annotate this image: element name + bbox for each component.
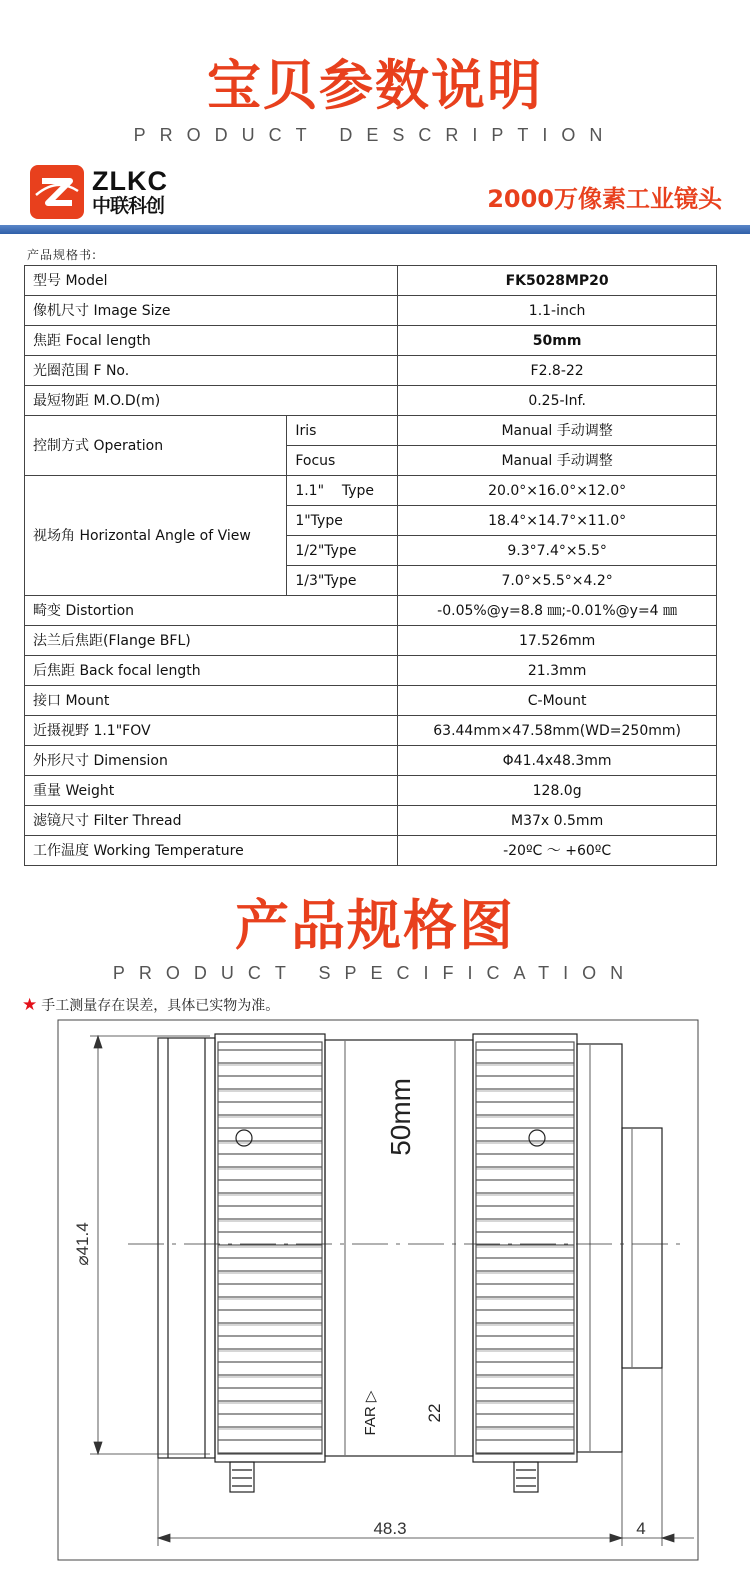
length-label: 48.3 [373,1519,407,1538]
brand-logo [30,165,180,221]
divider-bar [0,225,750,234]
table-row [25,356,717,386]
table-row [25,476,717,506]
table-row [25,386,717,416]
barrel-fno-text: 22 [425,1403,444,1423]
spec-value: 7.0°×5.5°×4.2° [398,566,717,596]
logo-text-cn: 中联科创 [92,195,165,217]
spec-label: 外形尺寸 Dimension [25,746,398,776]
spec-sublabel: 1.1" Type [287,476,398,506]
spec-value: 63.44mm×47.58mm(WD=250mm) [398,716,717,746]
spec-label: 视场角 Horizontal Angle of View [25,476,287,596]
logo-badge-icon [30,165,84,219]
section-subtitle: PRODUCT SPECIFICATION [112,963,638,983]
spec-label: 重量 Weight [25,776,398,806]
spec-value: 9.3°7.4°×5.5° [398,536,717,566]
spec-value: 50mm [398,326,717,356]
table-row [25,716,717,746]
spec-sublabel: 1/2"Type [287,536,398,566]
spec-value: Manual 手动调整 [398,446,717,476]
spec-value: 20.0°×16.0°×12.0° [398,476,717,506]
spec-label: 最短物距 M.O.D(m) [25,386,398,416]
page-subtitle: PRODUCT DESCRIPTION [133,125,617,145]
table-row [25,596,717,626]
spec-label: 工作温度 Working Temperature [25,836,398,866]
spec-value: C-Mount [398,686,717,716]
measurement-note [22,995,279,1015]
table-row [25,656,717,686]
diameter-label: ⌀41.4 [73,1222,92,1266]
table-row [25,836,717,866]
table-row [25,806,717,836]
barrel-focal-text: 50mm [385,1078,416,1156]
spec-label: 后焦距 Back focal length [25,656,398,686]
spec-label: 型号 Model [25,266,398,296]
spec-label: 焦距 Focal length [25,326,398,356]
spec-value: 128.0g [398,776,717,806]
spec-value: -20ºC ～ +60ºC [398,836,717,866]
table-row [25,686,717,716]
lens-drawing [0,1018,750,1568]
spec-label: 光圈范围 F No. [25,356,398,386]
table-row [25,626,717,656]
mount-depth-label: 4 [636,1519,646,1538]
spec-table [24,265,717,866]
spec-label: 畸变 Distortion [25,596,398,626]
drawing-frame [58,1020,698,1560]
spec-value: Φ41.4x48.3mm [398,746,717,776]
spec-sublabel: Focus [287,446,398,476]
spec-caption: 产品规格书: [27,248,98,262]
table-row [25,746,717,776]
page-title: 宝贝参数说明 [207,54,543,117]
spec-value: M37x 0.5mm [398,806,717,836]
table-row [25,776,717,806]
spec-label: 控制方式 Operation [25,416,287,476]
spec-sublabel: 1/3"Type [287,566,398,596]
spec-sublabel: Iris [287,416,398,446]
spec-value: F2.8-22 [398,356,717,386]
spec-label: 法兰后焦距(Flange BFL) [25,626,398,656]
barrel-far-text: FAR ▷ [362,1390,379,1436]
table-row [25,416,717,446]
spec-value: 18.4°×14.7°×11.0° [398,506,717,536]
spec-label: 接口 Mount [25,686,398,716]
spec-value: Manual 手动调整 [398,416,717,446]
product-slogan: 2000万像素工业镜头 [487,185,722,213]
spec-value: 1.1-inch [398,296,717,326]
spec-sublabel: 1"Type [287,506,398,536]
section-title: 产品规格图 [235,894,515,957]
spec-label: 像机尺寸 Image Size [25,296,398,326]
spec-value: 17.526mm [398,626,717,656]
star-icon: ★ [22,995,38,1015]
table-row [25,296,717,326]
spec-value: FK5028MP20 [398,266,717,296]
diameter-dimension [90,1036,210,1454]
spec-value: 0.25-Inf. [398,386,717,416]
spec-value: -0.05%@y=8.8 ㎜;-0.01%@y=4 ㎜ [398,596,717,626]
note-text: 手工测量存在误差，具体已实物为准。 [41,998,280,1014]
logo-text-en: ZLKC [92,166,168,196]
table-row [25,326,717,356]
spec-label: 滤镜尺寸 Filter Thread [25,806,398,836]
spec-label: 近摄视野 1.1"FOV [25,716,398,746]
spec-value: 21.3mm [398,656,717,686]
table-row [25,266,717,296]
